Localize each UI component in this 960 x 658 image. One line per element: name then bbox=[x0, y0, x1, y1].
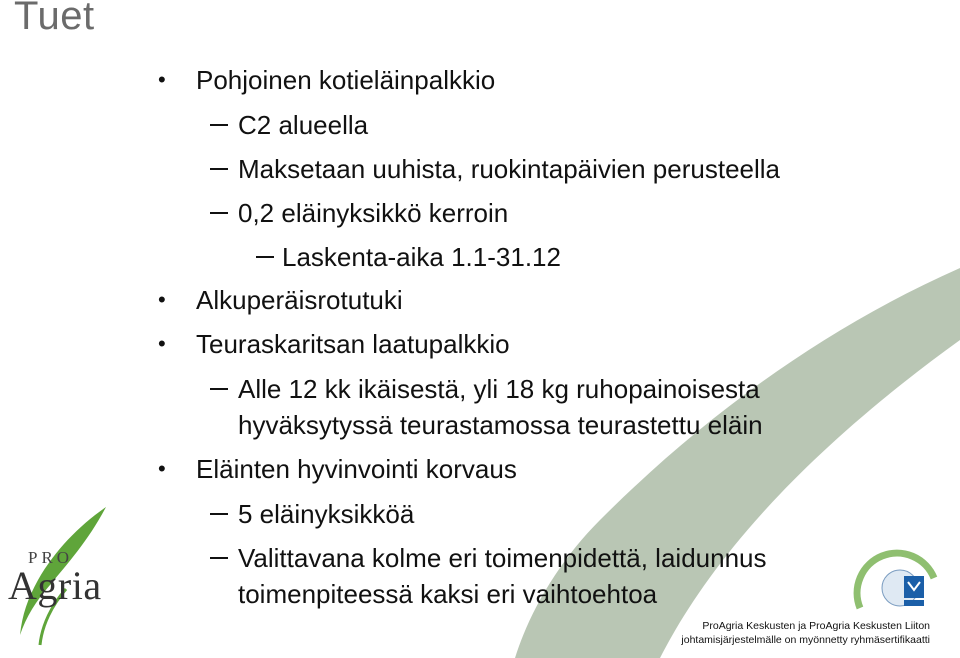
sub-sub-bullet-line: Laskenta-aika 1.1-31.12 bbox=[282, 242, 561, 272]
dash-icon bbox=[210, 557, 228, 559]
sub-bullet-line: 0,2 eläinyksikkö kerroin bbox=[238, 198, 509, 228]
footer-certification-line-2: johtamisjärjestelmälle on myönnetty ryhmäsertifikaatti bbox=[681, 634, 930, 646]
sub-bullet-line: Alle 12 kk ikäisestä, yli 18 kg ruhopainoisesta bbox=[238, 374, 760, 404]
bullet-line: Alkuperäisrotutuki bbox=[196, 285, 403, 315]
sub-bullet-line: Maksetaan uuhista, ruokintapäivien perusteella bbox=[238, 154, 781, 184]
dash-icon bbox=[210, 513, 228, 515]
dnv-certification-badge-icon bbox=[852, 548, 942, 616]
bullet-icon: • bbox=[158, 456, 166, 481]
bullet-line: Teuraskaritsan laatupalkkio bbox=[196, 329, 510, 359]
sub-bullet-line-continuation: toimenpiteessä kaksi eri vaihtoehtoa bbox=[238, 579, 658, 609]
bullet-icon: • bbox=[158, 67, 166, 92]
sub-bullet-line: C2 alueella bbox=[238, 110, 369, 140]
bullet-line: Pohjoinen kotieläinpalkkio bbox=[196, 65, 496, 95]
bullet-icon: • bbox=[158, 287, 166, 312]
sub-bullet-line: Valittavana kolme eri toimenpidettä, laidunnus bbox=[238, 543, 767, 573]
dash-icon bbox=[210, 388, 228, 390]
slide-title: Tuet bbox=[14, 0, 95, 38]
sub-bullet-line: 5 eläinyksikköä bbox=[238, 499, 415, 529]
sub-bullet-line-continuation: hyväksytyssä teurastamossa teurastettu eläin bbox=[238, 410, 763, 440]
logo-pro-text: PRO bbox=[28, 548, 74, 567]
footer-certification-line-1: ProAgria Keskusten ja ProAgria Keskusten Liiton bbox=[702, 620, 930, 632]
dash-icon bbox=[210, 212, 228, 214]
dash-icon bbox=[210, 124, 228, 126]
logo-agria-text: Agria bbox=[8, 563, 102, 608]
dash-icon bbox=[210, 168, 228, 170]
bullet-icon: • bbox=[158, 331, 166, 356]
bullet-line: Eläinten hyvinvointi korvaus bbox=[196, 454, 517, 484]
dash-icon bbox=[256, 256, 274, 258]
